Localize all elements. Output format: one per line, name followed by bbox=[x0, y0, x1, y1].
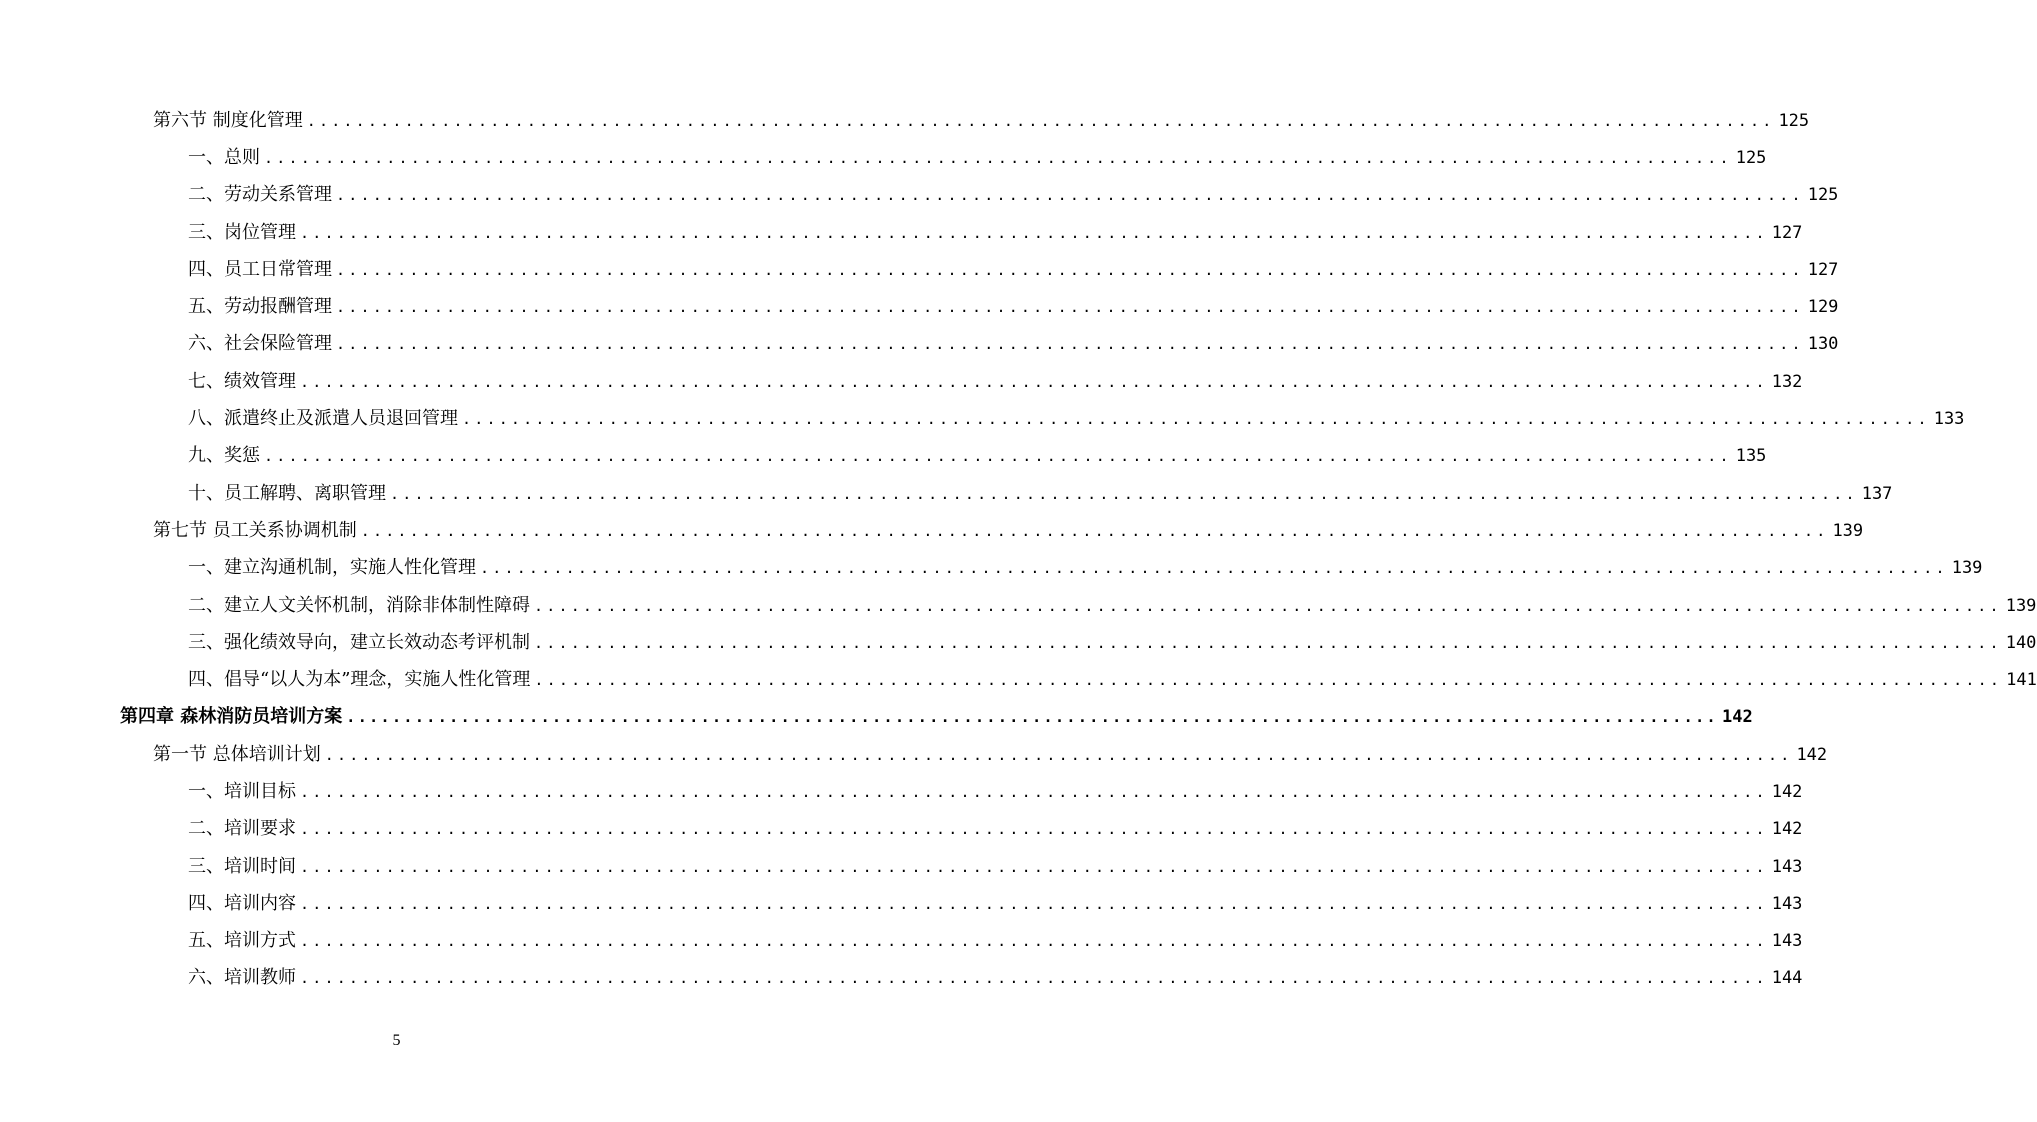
toc-entry-page: 144 bbox=[1771, 968, 1803, 989]
toc-entry[interactable] bbox=[0, 361, 1803, 398]
toc-entry-page: 135 bbox=[1735, 446, 1767, 467]
toc-entry-title: 四、员工日常管理 bbox=[188, 258, 332, 280]
toc-leader-dots: ........................................................................................................................ bbox=[390, 484, 1858, 503]
toc-entry-page: 139 bbox=[1951, 558, 1983, 579]
toc-entry-title: 三、培训时间 bbox=[188, 855, 296, 877]
toc-entry-page: 132 bbox=[1771, 371, 1803, 392]
toc-leader-dots: ........................................................................................................................ bbox=[300, 372, 1768, 391]
toc-entry-page: 143 bbox=[1771, 931, 1803, 952]
toc-entry-page: 142 bbox=[1796, 744, 1828, 765]
toc-entry-page: 127 bbox=[1771, 222, 1803, 243]
toc-leader-dots: ........................................................................................................................ bbox=[346, 708, 1718, 727]
toc-entry-title: 三、岗位管理 bbox=[188, 221, 296, 243]
toc-entry-title: 第四章 森林消防员培训方案 bbox=[120, 706, 343, 728]
toc-entry[interactable] bbox=[0, 249, 1839, 286]
toc-entry[interactable] bbox=[0, 324, 1839, 361]
toc-entry[interactable] bbox=[0, 436, 1767, 473]
toc-entry-page: 142 bbox=[1721, 707, 1753, 728]
toc-entry[interactable] bbox=[0, 137, 1767, 174]
toc-leader-dots: ........................................................................................................................ bbox=[300, 223, 1768, 242]
toc-leader-dots: ........................................................................................................................ bbox=[534, 596, 2002, 615]
toc-entry[interactable] bbox=[0, 473, 1893, 510]
toc-entry-page: 125 bbox=[1735, 147, 1767, 168]
toc-entry-title: 三、强化绩效导向，建立长效动态考评机制 bbox=[188, 631, 530, 653]
toc-entry-title: 二、劳动关系管理 bbox=[188, 184, 332, 206]
toc-leader-dots: ........................................................................................................................ bbox=[300, 932, 1768, 951]
toc-entry-page: 133 bbox=[1933, 409, 1965, 430]
toc-leader-dots: ........................................................................................................................ bbox=[534, 671, 2003, 690]
toc-entry[interactable] bbox=[0, 659, 2037, 696]
toc-entry-page: 140 bbox=[2005, 632, 2037, 653]
toc-leader-dots: ........................................................................................................................ bbox=[360, 521, 1829, 540]
toc-entry-page: 143 bbox=[1771, 893, 1803, 914]
toc-entry-title: 五、劳动报酬管理 bbox=[188, 296, 332, 318]
toc-leader-dots: ........................................................................................................................ bbox=[300, 969, 1768, 988]
toc-leader-dots: ........................................................................................................................ bbox=[264, 447, 1732, 466]
toc-entry[interactable] bbox=[0, 100, 1810, 137]
toc-entry-title: 八、派遣终止及派遣人员退回管理 bbox=[188, 408, 458, 430]
toc-entry[interactable] bbox=[0, 771, 1803, 808]
toc-entry[interactable] bbox=[0, 622, 2037, 659]
toc-entry-title: 五、培训方式 bbox=[188, 930, 296, 952]
toc-entry-page: 125 bbox=[1778, 110, 1810, 131]
toc-entry-title: 二、建立人文关怀机制，消除非体制性障碍 bbox=[188, 594, 530, 616]
toc-entry[interactable] bbox=[0, 809, 1803, 846]
toc-entry-chapter[interactable] bbox=[0, 697, 1753, 734]
toc-entry-page: 129 bbox=[1807, 297, 1839, 318]
toc-entry-title: 九、奖惩 bbox=[188, 445, 260, 467]
toc-leader-dots: ........................................................................................................................ bbox=[300, 820, 1768, 839]
toc-entry-title: 四、培训内容 bbox=[188, 892, 296, 914]
toc-entry-page: 139 bbox=[2005, 595, 2037, 616]
toc-leader-dots: ........................................................................................................................ bbox=[336, 335, 1804, 354]
toc-entry-page: 127 bbox=[1807, 259, 1839, 280]
toc-entry[interactable] bbox=[0, 548, 1983, 585]
toc-leader-dots: ........................................................................................................................ bbox=[336, 298, 1804, 317]
toc-entry[interactable] bbox=[0, 398, 1965, 435]
toc-leader-dots: ........................................................................................................................ bbox=[336, 186, 1804, 205]
toc-entry[interactable] bbox=[0, 175, 1839, 212]
toc-entry-page: 130 bbox=[1807, 334, 1839, 355]
toc-entry-title: 一、总则 bbox=[188, 146, 260, 168]
toc-leader-dots: ........................................................................................................................ bbox=[300, 857, 1768, 876]
toc-entry-page: 141 bbox=[2006, 670, 2037, 691]
toc-leader-dots: ........................................................................................................................ bbox=[300, 782, 1768, 801]
toc-entry-page: 125 bbox=[1807, 185, 1839, 206]
toc-leader-dots: ........................................................................................................................ bbox=[264, 148, 1732, 167]
toc-entry-page: 137 bbox=[1861, 483, 1893, 504]
page-number: 5 bbox=[392, 1032, 401, 1049]
toc-entry[interactable] bbox=[0, 846, 1803, 883]
toc-leader-dots: ........................................................................................................................ bbox=[306, 111, 1775, 130]
toc-entry-title: 七、绩效管理 bbox=[188, 370, 296, 392]
toc-entry-title: 一、培训目标 bbox=[188, 780, 296, 802]
toc-entry[interactable] bbox=[0, 921, 1803, 958]
toc-entry[interactable] bbox=[0, 883, 1803, 920]
toc-entry-page: 142 bbox=[1771, 819, 1803, 840]
toc-entry-title: 四、倡导“以人为本”理念，实施人性化管理 bbox=[188, 669, 531, 691]
toc-entry-title: 二、培训要求 bbox=[188, 818, 296, 840]
toc-leader-dots: ........................................................................................................................ bbox=[534, 633, 2002, 652]
toc-entry-title: 一、建立沟通机制，实施人性化管理 bbox=[188, 557, 476, 579]
toc-entry-title: 第七节 员工关系协调机制 bbox=[153, 519, 357, 541]
toc-entry-title: 六、培训教师 bbox=[188, 967, 296, 989]
toc-entry[interactable] bbox=[0, 958, 1803, 995]
toc-leader-dots: ........................................................................................................................ bbox=[324, 745, 1793, 764]
toc-entry-title: 十、员工解聘、离职管理 bbox=[188, 482, 386, 504]
toc-entry[interactable] bbox=[0, 286, 1839, 323]
table-of-contents bbox=[0, 100, 2037, 995]
toc-entry[interactable] bbox=[0, 510, 1864, 547]
toc-entry[interactable] bbox=[0, 212, 1803, 249]
toc-entry-page: 143 bbox=[1771, 856, 1803, 877]
toc-leader-dots: ........................................................................................................................ bbox=[300, 894, 1768, 913]
toc-entry-title: 六、社会保险管理 bbox=[188, 333, 332, 355]
toc-entry[interactable] bbox=[0, 734, 1828, 771]
toc-entry-title: 第一节 总体培训计划 bbox=[153, 743, 321, 765]
toc-leader-dots: ........................................................................................................................ bbox=[480, 559, 1948, 578]
toc-entry-title: 第六节 制度化管理 bbox=[153, 109, 303, 131]
toc-entry-page: 139 bbox=[1832, 520, 1864, 541]
toc-leader-dots: ........................................................................................................................ bbox=[462, 410, 1930, 429]
toc-entry[interactable] bbox=[0, 585, 2037, 622]
toc-entry-page: 142 bbox=[1771, 781, 1803, 802]
toc-leader-dots: ........................................................................................................................ bbox=[336, 260, 1804, 279]
